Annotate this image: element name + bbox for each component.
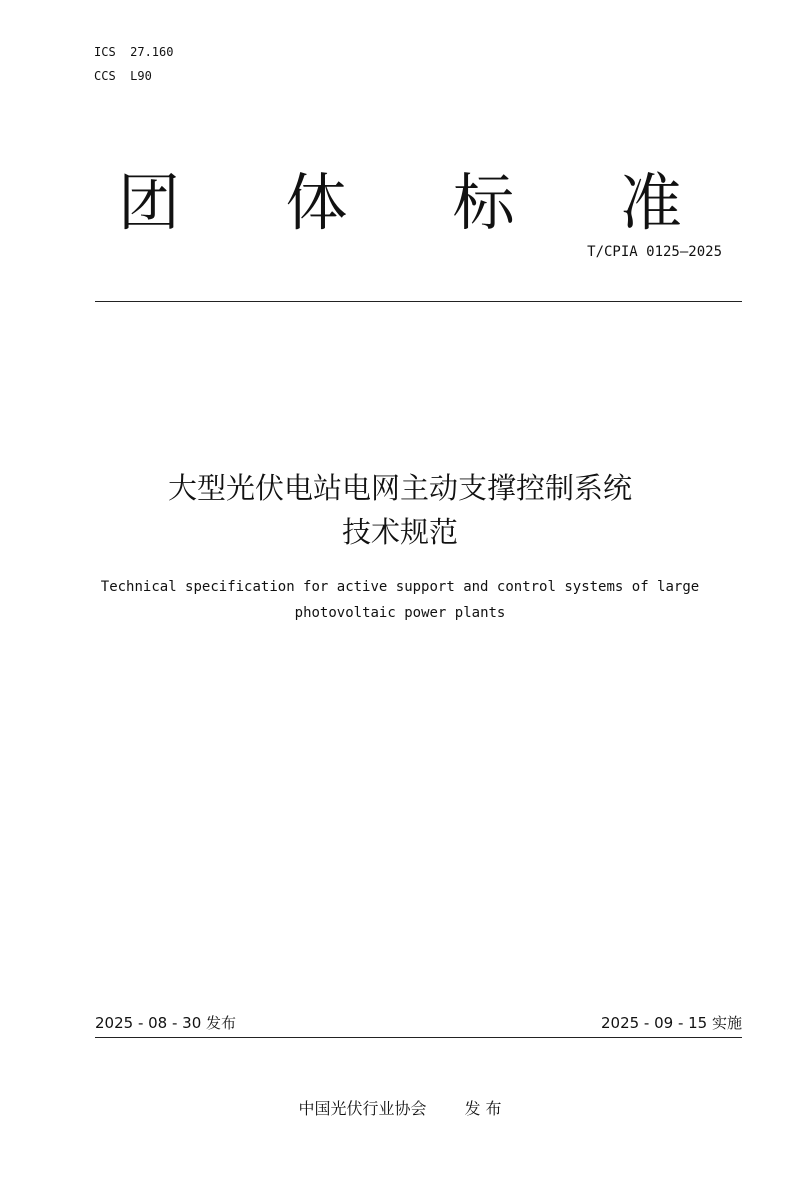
publication-date: 2025 - 08 - 30 发布 — [95, 1014, 237, 1032]
english-title-line-1: Technical specification for active support and control systems of large — [100, 579, 700, 595]
standard-type-char: 团 — [118, 166, 181, 239]
publisher-action: 发 布 — [464, 1099, 502, 1118]
standard-type-heading — [118, 165, 682, 241]
standard-code: T/CPIA 0125—2025 — [587, 244, 722, 260]
chinese-title — [0, 466, 800, 554]
chinese-title-line-2: 技术规范 — [341, 515, 458, 549]
publisher — [0, 1096, 800, 1119]
standard-type-char: 体 — [285, 166, 348, 239]
top-divider — [95, 301, 742, 302]
ics-code: ICS 27.160 — [94, 45, 174, 59]
standard-type-char: 准 — [619, 166, 682, 239]
english-title-line-2: photovoltaic power plants — [294, 605, 506, 621]
standard-type-char: 标 — [452, 166, 515, 239]
english-title — [60, 574, 740, 626]
bottom-divider — [95, 1037, 742, 1038]
publisher-org: 中国光伏行业协会 — [298, 1099, 427, 1118]
classification-codes — [94, 40, 173, 88]
implementation-date: 2025 - 09 - 15 实施 — [600, 1014, 742, 1032]
chinese-title-line-1: 大型光伏电站电网主动支撑控制系统 — [167, 471, 632, 505]
ccs-code: CCS L90 — [94, 69, 152, 83]
